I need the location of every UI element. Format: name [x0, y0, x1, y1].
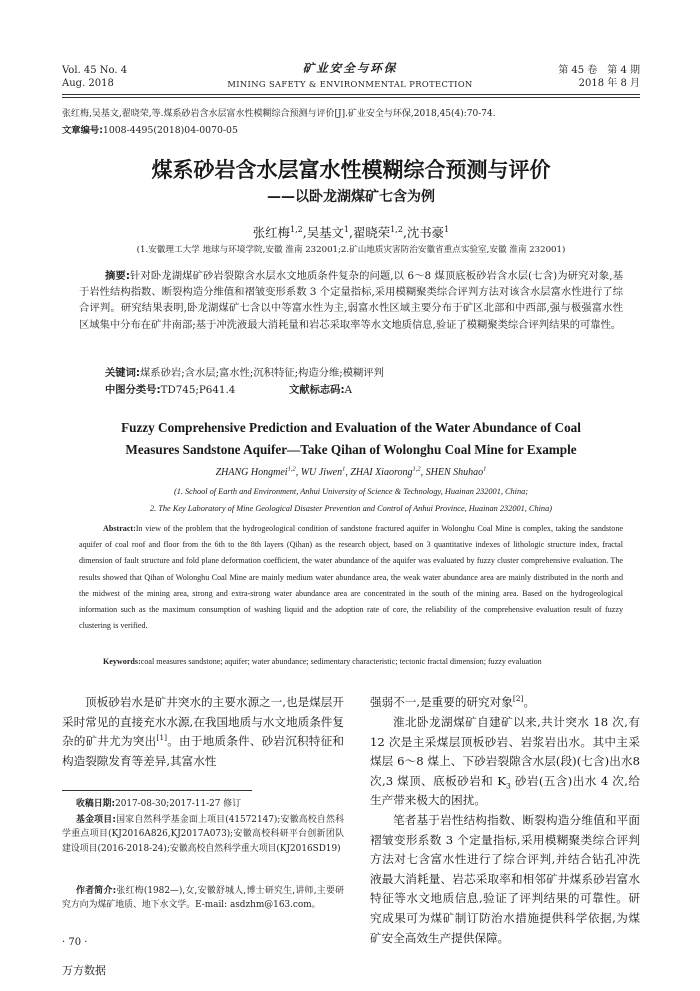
author-info-label: 作者简介: [76, 886, 117, 896]
funding-label: 基金项目: [76, 815, 116, 825]
document-code [289, 382, 352, 398]
header-journal-en: MINING SAFETY & ENVIRONMENTAL PROTECTION [227, 79, 473, 89]
author-en-3: ZHAI Xiaorong [350, 467, 413, 478]
k3-subscript: 3 [505, 781, 511, 791]
clc-value: TD745;P641.4 [160, 384, 236, 396]
keywords-cn-label: 关键词: [105, 367, 141, 379]
author-cn-3-sup: 1,2 [390, 224, 403, 234]
header-rule-2 [62, 97, 640, 98]
document-code-label: 文献标志码: [289, 384, 345, 396]
author-cn-2: 吴基文 [306, 225, 344, 240]
header-journal-cn: 矿业安全与环保 [302, 61, 398, 75]
abstract-en-label: Abstract: [103, 524, 136, 533]
footnote-funding [62, 813, 344, 856]
page-number: · 70 · [62, 937, 88, 948]
abstract-en-text: In view of the problem that the hydrogeological condition of sandstone fractured aquifer in Wolonghu Coal Mine is complex, taking the sandstone aquifer of coal roof and floor from the 6th to the 8th layers (Qihan) as the research object, based on 3 quantitative indexes of lithologic structure index, fractal dimension of fault structure and fold plane deformation coefficient, the water abundance of the aquifer was evaluated by fuzzy cluster comprehensive evaluation. The results showed that Qihan of Wolonghu Coal Mine are mainly medium water abundance area, the weak water abundance area are mainly distributed in the north and the midwest of the mining area, strong and extra-strong water abundance area are concentrated in the south of the mining area. Based on the hydrogeological information such as the maximum consumption of washing liquid and the adoption rate of core, the reliability of the comprehensive evaluation result of fuzzy clustering is verified. [79, 524, 623, 631]
author-cn-1-sup: 1,2 [289, 224, 303, 234]
reference-1: [1] [156, 733, 168, 743]
affiliation-en-2: 2. The Key Laboratory of Mine Geological Disaster Prevention and Control of Anhui Province, Huainan 232001, China) [150, 504, 552, 513]
abstract-en [79, 521, 623, 634]
received-label: 收稿日期: [76, 799, 116, 809]
author-cn-1: 张红梅 [252, 225, 290, 240]
funding-value: 国家自然科学基金面上项目(41572147);安徽高校自然科学重点项目(KJ2016A826,KJ2017A073);安徽高校科研平台创新团队建设项目(2016-2018-24);安徽高校自然科学重大项目(KJ2016SD19) [62, 815, 344, 854]
body-right-p2-text: 淮北卧龙湖煤矿自建矿以来,共计突水 18 次,有 12 次是主采煤层顶板砂岩、岩浆岩出水。其中主采煤层 6～8 煤上、下砂岩裂隙含水层(段)(七含)出水8 次,3 煤顶、底板砂岩和 K [370, 715, 640, 788]
body-left-paragraph-1 [62, 693, 344, 771]
subtitle-cn: ——以卧龙湖煤矿七含为例 [267, 189, 435, 205]
received-value: 2017-08-30;2017-11-27 修订 [115, 799, 241, 809]
author-cn-4: 沈书豪 [406, 225, 445, 240]
author-en-1-sup: 1,2 [287, 465, 296, 473]
abstract-cn [79, 268, 623, 333]
author-en-1: ZHANG Hongmei [215, 467, 288, 478]
body-right-paragraph-2 [370, 713, 640, 811]
article-number-value: 1008-4495(2018)04-0070-05 [102, 125, 238, 136]
header-rule-1 [62, 94, 640, 95]
keywords-en [79, 654, 623, 670]
body-left-p1-text: 顶板砂岩水是矿井突水的主要水源之一,也是煤层开采时常见的直接充水水源,在我国地质与水文地质条件复杂的矿井尤为突出 [62, 695, 344, 749]
footnote-received [62, 797, 344, 811]
author-en-4-sup: 1 [483, 465, 487, 473]
header-date-en: Aug. 2018 [62, 78, 114, 89]
reference-2: [2] [512, 694, 524, 704]
header-volume-en: Vol. 45 No. 4 [62, 65, 128, 76]
clc-label: 中图分类号: [105, 384, 161, 396]
abstract-cn-text: 针对卧龙湖煤矿砂岩裂隙含水层水文地质条件复杂的问题,以 6～8 煤顶底板砂岩含水层(七含)为研究对象,基于岩性结构指数、断裂构造分维值和褶皱变形系数 3 个定量指标,采用模糊聚类综合评判方法对该含水层富水性进行了综合评判。研究结果表明,卧龙湖煤矿七含以中等富水性为主,弱富水性区域主要分布于矿区北部和中西部,强与极强富水性区域集中分布在矿井南部;基于冲洗液最大消耗量和岩芯采取率等水文地质信息,验证了模糊聚类综合评判结果的可靠性。 [79, 270, 623, 331]
document-code-value: A [344, 384, 353, 396]
author-cn-4-sup: 1 [444, 224, 450, 234]
header-date-cn: 2018 年 8 月 [578, 78, 640, 89]
author-en-2: WU Jiwen [300, 467, 343, 478]
author-en-4: SHEN Shuhao [425, 467, 484, 478]
header-volume-cn: 第 45 卷 第 4 期 [558, 65, 640, 76]
keywords-en-text: coal measures sandstone; aquifer; water abundance; sedimentary characteristic; tectonic fractal dimension; fuzzy evaluation [140, 657, 542, 666]
keywords-cn-text: 煤系砂岩;含水层;富水性;沉积特征;构造分维;模糊评判 [140, 367, 384, 379]
abstract-cn-label: 摘要: [105, 270, 130, 282]
body-right-p1-text: 强弱不一,是重要的研究对象 [370, 695, 513, 709]
body-right-paragraph-1 [370, 693, 640, 713]
author-en-2-sup: 1 [342, 465, 346, 473]
author-info-value: 张红梅(1982—),女,安徽舒城人,博士研究生,讲师,主要研究方向为煤矿地质、地下水文学。E-mail: asdzhm@163.com。 [62, 886, 344, 911]
body-right-paragraph-3: 笔者基于岩性结构指数、断裂构造分维值和平面褶皱变形系数 3 个定量指标,采用模糊聚类综合评判方法对七含富水性进行了综合评判,并结合钻孔冲洗液最大消耗量、岩芯采取率和相邻矿井煤系砂岩富水特征等水文地质信息,验证了评判结果的可靠性。研究成果可为煤矿制订防治水措施提供科学依据,为煤矿安全高效生产提供保障。 [370, 813, 640, 945]
watermark: 万方数据 [62, 964, 106, 977]
footnote-rule [62, 790, 252, 791]
authors-en: ZHANG Hongmei$^{1,2}$, WU Jiwen$^1$, ZHAI Xiaorong$^{1,2}$, SHEN Shuhao$^1$ [215, 465, 487, 478]
body-right-p2-tail: 砂岩(五含)出水 4 次,给生产带来极大的困扰。 [370, 773, 640, 808]
citation: 张红梅,吴基文,翟晓荣,等.煤系砂岩含水层富水性模糊综合预测与评价[J].矿业安全与环保,2018,45(4):70-74. [62, 109, 496, 119]
title-cn: 煤系砂岩含水层富水性模糊综合预测与评价 [151, 158, 551, 182]
affiliation-cn: (1.安徽理工大学 地球与环境学院,安徽 淮南 232001;2.矿山地质灾害防治安徽省重点实验室,安徽 淮南 232001) [136, 245, 566, 255]
keywords-cn [105, 365, 384, 381]
body-left-p1-tail: 。由于地质条件、砂岩沉积特征和构造裂隙发育等差异,其富水性 [62, 734, 344, 768]
clc-code [105, 382, 235, 398]
title-en-line-2: Measures Sandstone Aquifer—Take Qihan of Wolonghu Coal Mine for Example [125, 442, 577, 457]
authors-cn: 张红梅$^{1,2}$,吴基文$^1$,翟晓荣$^{1,2}$,沈书豪$^1$ [252, 224, 450, 240]
footnote-author [62, 884, 344, 913]
author-cn-3: 翟晓荣 [352, 225, 391, 240]
body-right-p1-end: 。 [523, 695, 536, 709]
author-cn-2-sup: 1 [343, 224, 350, 234]
affiliation-en-1: (1. School of Earth and Environment, Anhui University of Science & Technology, Huainan 232001, China; [173, 487, 529, 496]
article-number [62, 124, 238, 137]
author-en-3-sup: 1,2 [412, 465, 421, 473]
keywords-en-label: Keywords: [103, 657, 141, 666]
article-number-label: 文章编号: [62, 125, 103, 136]
title-en-line-1: Fuzzy Comprehensive Prediction and Evaluation of the Water Abundance of Coal [121, 420, 581, 435]
